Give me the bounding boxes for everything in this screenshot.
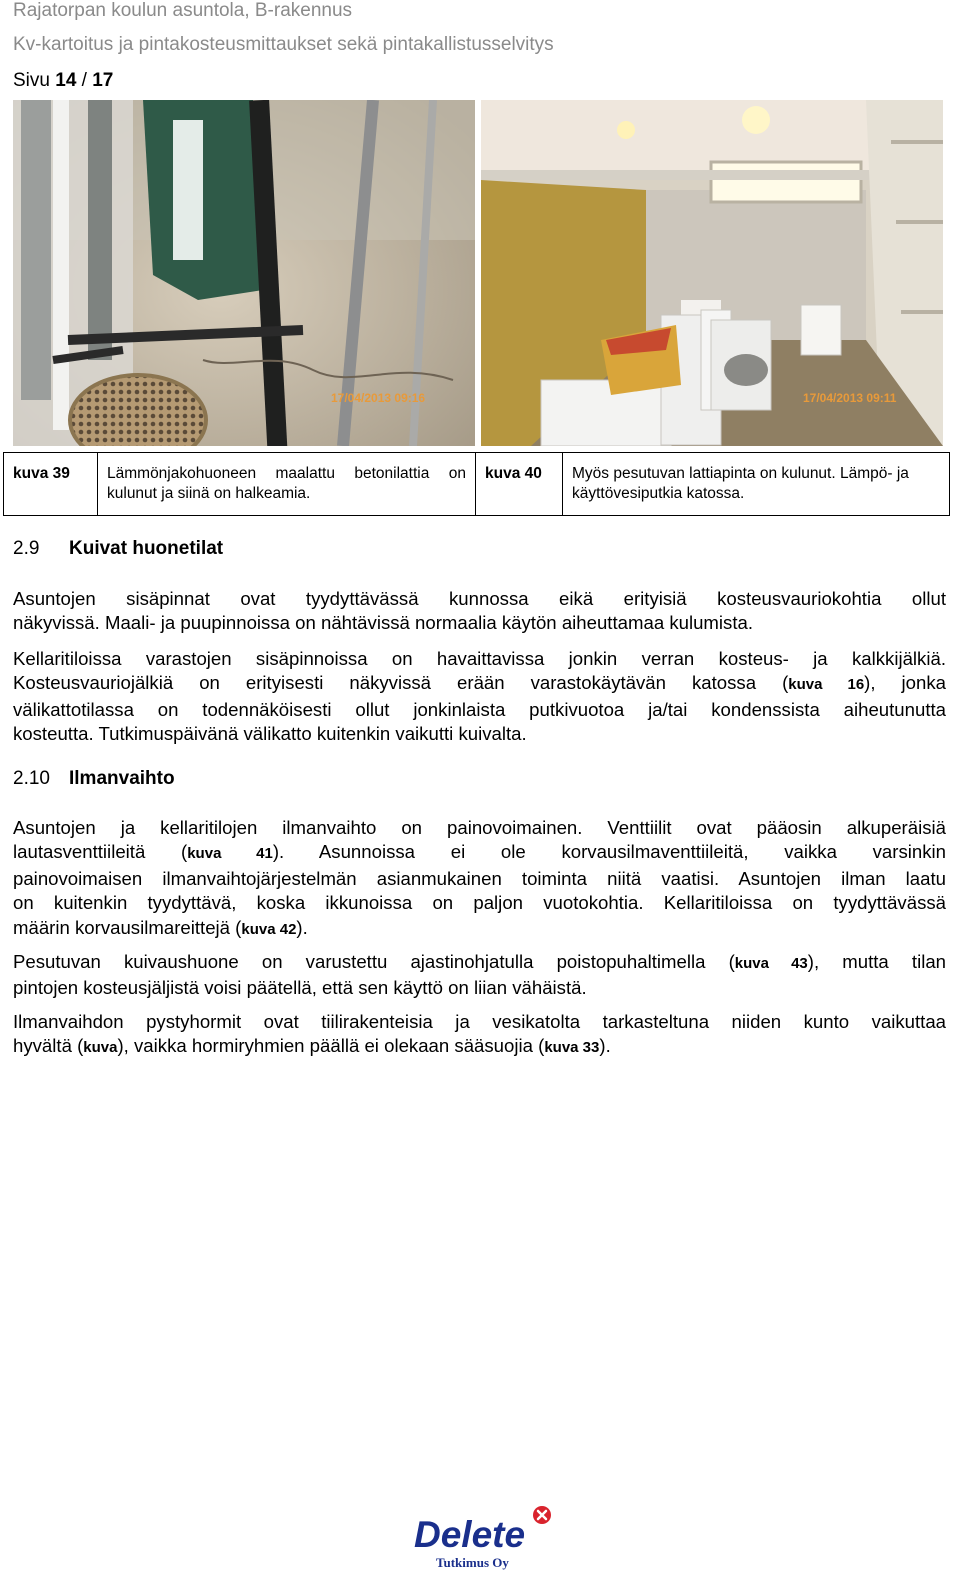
text-line [13, 1034, 946, 1060]
section-title: Kuivat huonetilat [69, 538, 224, 559]
paragraph-2-10-1 [13, 816, 946, 942]
caption-label-40: kuva 40 [476, 453, 563, 516]
figure-reference: kuva 43 [734, 955, 808, 972]
photo-heat-room-floor [13, 100, 475, 446]
section-number: 2.9 [13, 538, 40, 559]
caption-text-39: Lämmönjakohuoneen maalattu betonilattia on kulunut ja siinä on halkeamia. [98, 453, 476, 516]
page-total: 17 [92, 70, 114, 91]
paragraph-2-9-1 [13, 587, 946, 636]
text-line: Kellaritiloissa varastojen sisäpinnoissa on havaittavissa jonkin verran kosteus- ja kalkkijälkiä. [13, 648, 946, 669]
text-segment: ), vaikka hormiryhmien päällä ei olekaan sääsuojia ( [117, 1035, 545, 1057]
section-title: Ilmanvaihto [69, 768, 175, 789]
text-line: pintojen kosteusjäljistä voisi päätellä, että sen käyttö on liian vähäistä. [13, 977, 587, 999]
figure-reference: kuva 42 [241, 920, 297, 938]
delete-logo [414, 1505, 554, 1575]
text-segment: lautasventtiileitä ( [13, 841, 188, 863]
section-heading-2-9 [13, 538, 223, 560]
page-prefix: Sivu [13, 70, 50, 91]
caption-text-40: Myös pesutuvan lattiapinta on kulunut. Lämpö- ja käyttövesiputkia katossa. [563, 453, 950, 516]
page-current: 14 [55, 70, 77, 91]
figure-reference: kuva [83, 1039, 118, 1057]
paragraph-2-10-3 [13, 1010, 946, 1061]
photo-kuva-39 [13, 100, 475, 446]
logo-wordmark: Delete [414, 1514, 526, 1555]
text-segment: Pesutuvan kuivaushuone on varustettu ajastinohjatulla poistopuhaltimella ( [13, 951, 735, 972]
caption-label-39: kuva 39 [4, 453, 98, 516]
text-line: Asuntojen ja kellaritilojen ilmanvaihto on painovoimainen. Venttiilit ovat pääosin alkuperäisiä [13, 817, 946, 838]
section-number: 2.10 [13, 768, 50, 789]
text-segment: ), jonka [864, 672, 946, 694]
text-segment: määrin korvausilmareittejä ( [13, 916, 242, 938]
text-line [13, 671, 946, 697]
text-line [13, 950, 946, 976]
text-line: painovoimaisen ilmanvaihtojärjestelmän asianmukainen toiminta niitä vaatisi. Asuntojen ilman laatu [13, 867, 946, 889]
text-line: Asuntojen sisäpinnat ovat tyydyttävässä kunnossa eikä erityisiä kosteusvauriokohtia ollut [13, 588, 946, 609]
caption-row [4, 453, 950, 516]
photo-40-timestamp: 17/04/2013 09:11 [803, 391, 897, 405]
document-title: Rajatorpan koulun asuntola, B-rakennus [13, 0, 353, 21]
text-segment: Kosteusvauriojälkiä on erityisesti näkyvissä erään varastokäytävän katossa ( [13, 672, 789, 694]
photo-kuva-40 [481, 100, 943, 446]
text-segment: ). Asunnoissa ei ole korvausilmaventtiileitä, vaikka varsinkin [272, 841, 947, 863]
page-separator: / [81, 70, 87, 91]
text-segment: ). [296, 916, 308, 938]
text-line: kosteutta. Tutkimuspäivänä välikatto kuitenkin vaikutti kuivalta. [13, 723, 527, 745]
paragraph-2-9-2 [13, 647, 946, 747]
text-line: välikattotilassa on todennäköisesti ollut jonkinlaista putkivuotoa ja/tai kondenssista aiheutunutta [13, 698, 946, 720]
text-line: Ilmanvaihdon pystyhormit ovat tiilirakenteisia ja vesikatolta tarkasteltuna niiden kunto vaikuttaa [13, 1011, 946, 1032]
text-line: näkyvissä. Maali- ja puupinnoissa on nähtävissä normaalia käytön aiheuttamaa kulumista. [13, 612, 754, 634]
company-logo [414, 1505, 554, 1575]
text-line: on kuitenkin tyydyttävä, koska ikkunoissa on paljon vuotokohtia. Kellaritiloissa on tyydyttävässä [13, 892, 946, 914]
figure-reference: kuva 33 [544, 1039, 600, 1057]
text-segment: ), mutta tilan [807, 951, 947, 972]
section-heading-2-10 [13, 768, 175, 790]
text-line [13, 840, 946, 866]
photo-laundry-room [481, 100, 943, 446]
text-line [13, 916, 946, 942]
page-number [13, 70, 113, 92]
text-segment: ). [599, 1035, 611, 1057]
document-subtitle: Kv-kartoitus ja pintakosteusmittaukset sekä pintakallistusselvitys [13, 34, 554, 55]
figure-reference: kuva 41 [187, 845, 273, 863]
paragraph-2-10-2 [13, 950, 946, 1001]
figure-reference: kuva 16 [788, 676, 865, 694]
logo-subtitle: Tutkimus Oy [436, 1555, 509, 1570]
photo-39-timestamp: 17/04/2013 09:16 [331, 391, 426, 405]
text-segment: hyvältä ( [13, 1035, 84, 1057]
photo-caption-table [3, 452, 950, 516]
